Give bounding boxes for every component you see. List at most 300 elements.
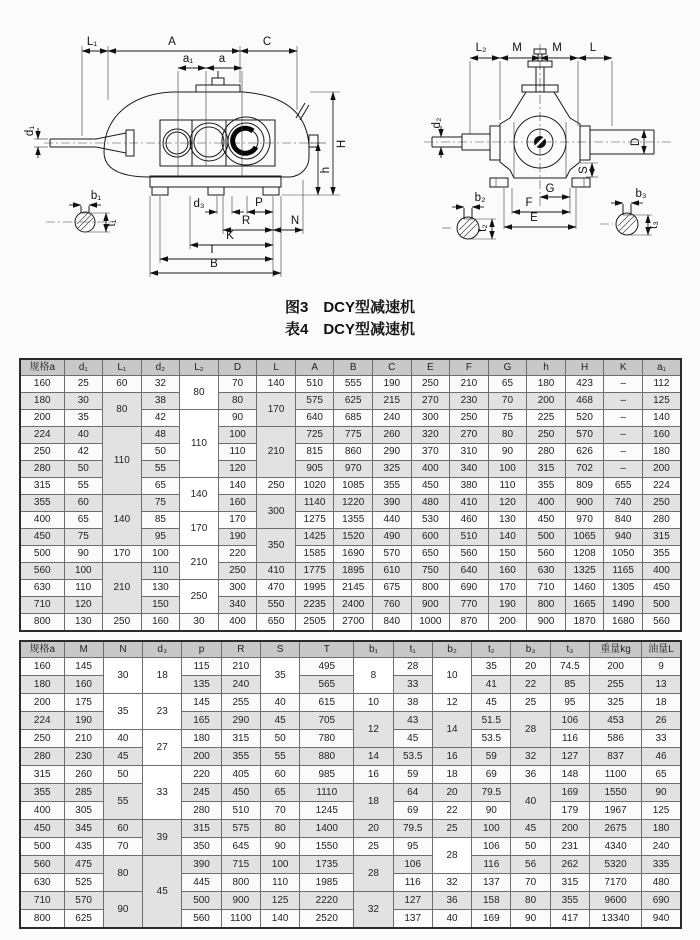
table-cell: 520 — [565, 410, 604, 427]
table-cell: 250 — [642, 495, 681, 512]
table-cell: 127 — [550, 748, 589, 766]
table-cell: 7170 — [590, 874, 642, 892]
table-cell: 160 — [64, 676, 103, 694]
table-cell: 140 — [488, 529, 527, 546]
table-cell: 985 — [300, 766, 354, 784]
table-cell: 40 — [432, 910, 471, 929]
table-cell: 715 — [221, 856, 260, 874]
dim-label-b2: b₂ — [474, 192, 486, 204]
column-header: d₃ — [143, 641, 182, 658]
table-cell: 2235 — [295, 597, 334, 614]
table-cell: 300 — [257, 495, 296, 529]
table-cell: 13340 — [590, 910, 642, 929]
table-cell: 25 — [511, 694, 550, 712]
table-cell: 800 — [20, 614, 64, 632]
table-cell: 32 — [354, 892, 393, 929]
table-cell: 2220 — [300, 892, 354, 910]
table-cell: 565 — [300, 676, 354, 694]
table-cell: 250 — [103, 614, 142, 632]
table-cell: 135 — [182, 676, 221, 694]
table-cell: 230 — [450, 393, 489, 410]
table-cell: 530 — [411, 512, 450, 529]
table-cell: 250 — [180, 580, 219, 614]
table-cell: 70 — [511, 874, 550, 892]
table-cell: 48 — [141, 427, 180, 444]
table-cell: 417 — [550, 910, 589, 929]
table-cell: 137 — [472, 874, 511, 892]
table-cell: 685 — [334, 410, 373, 427]
dim-label-L2: L₂ — [475, 42, 487, 54]
table-cell: 70 — [260, 802, 299, 820]
dim-label-a1: a₁ — [182, 53, 194, 65]
table-cell: 575 — [221, 820, 260, 838]
table-cell: 250 — [20, 444, 64, 461]
table-row — [20, 546, 681, 563]
table-cell: 315 — [20, 478, 64, 495]
table-cell: 1550 — [590, 784, 642, 802]
table-cell: 2700 — [334, 614, 373, 632]
table-cell: 100 — [141, 546, 180, 563]
table-cell: 1100 — [590, 766, 642, 784]
dim-label-A: A — [168, 36, 176, 48]
table-cell: 110 — [218, 444, 257, 461]
table-cell: 510 — [295, 376, 334, 393]
table-cell: 650 — [411, 546, 450, 563]
column-header: R — [221, 641, 260, 658]
table-cell: 626 — [565, 444, 604, 461]
table-cell: 75 — [64, 529, 103, 546]
table-cell: 32 — [141, 376, 180, 393]
table-cell: 500 — [527, 529, 566, 546]
table-cell: 40 — [103, 730, 142, 748]
table-cell: 1775 — [295, 563, 334, 580]
table-cell: 970 — [334, 461, 373, 478]
table-cell: 400 — [20, 802, 64, 820]
side-view-dimensions — [24, 36, 348, 277]
table-cell: 75 — [488, 410, 527, 427]
table-cell: 116 — [393, 874, 432, 892]
table-cell: 70 — [103, 838, 142, 856]
table-cell: 640 — [450, 563, 489, 580]
dim-label-t1: t₁ — [106, 219, 118, 227]
table-row — [20, 614, 681, 632]
table-cell: 18 — [642, 694, 681, 712]
table-cell: 1425 — [295, 529, 334, 546]
table-cell: 210 — [257, 427, 296, 478]
table-cell: 20 — [511, 658, 550, 676]
table-cell: 79.5 — [393, 820, 432, 838]
table-cell: 940 — [604, 529, 643, 546]
table-cell: 210 — [450, 376, 489, 393]
dim-label-t3: t₃ — [648, 221, 660, 229]
table-cell: 60 — [260, 766, 299, 784]
table-cell: 410 — [450, 495, 489, 512]
table-cell: 355 — [20, 784, 64, 802]
table-row — [20, 820, 681, 838]
table-cell: 350 — [182, 838, 221, 856]
table-cell: 165 — [182, 712, 221, 730]
table-cell: 160 — [20, 376, 64, 393]
table-cell: 1680 — [604, 614, 643, 632]
dim-label-h: h — [320, 166, 332, 174]
column-header: 规格a — [20, 641, 64, 658]
table-cell: 570 — [64, 892, 103, 910]
table-cell: 85 — [141, 512, 180, 529]
table-cell: 18 — [432, 766, 471, 784]
column-header: d₂ — [141, 359, 180, 376]
table-cell: 80 — [260, 820, 299, 838]
table-cell: 224 — [20, 427, 64, 444]
table-cell: 940 — [642, 910, 681, 929]
dim-label-T: T — [208, 244, 216, 256]
table-cell: 630 — [527, 563, 566, 580]
table-cell: 450 — [221, 784, 260, 802]
table-cell: 1100 — [221, 910, 260, 929]
table-cell: 39 — [143, 820, 182, 856]
table-cell: 468 — [565, 393, 604, 410]
table-cell: 315 — [221, 730, 260, 748]
table-row — [20, 892, 681, 910]
table-cell: 270 — [411, 393, 450, 410]
table-cell: 355 — [550, 892, 589, 910]
table-cell: 53.5 — [393, 748, 432, 766]
table-cell: 35 — [260, 658, 299, 694]
table-cell: 42 — [141, 410, 180, 427]
table-row — [20, 376, 681, 393]
table-cell: 38 — [141, 393, 180, 410]
column-header: L₁ — [103, 359, 142, 376]
table-cell: 740 — [604, 495, 643, 512]
table-cell: 40 — [64, 427, 103, 444]
table-cell: 45 — [260, 712, 299, 730]
table-cell: 127 — [393, 892, 432, 910]
table-cell: 200 — [488, 614, 527, 632]
table-cell: 28 — [511, 712, 550, 748]
table-cell: 65 — [141, 478, 180, 495]
table-cell: 231 — [550, 838, 589, 856]
column-header: C — [373, 359, 412, 376]
table-cell: – — [604, 376, 643, 393]
column-header: L — [257, 359, 296, 376]
table-cell: 770 — [450, 597, 489, 614]
table-cell: 35 — [472, 658, 511, 676]
table-cell: 1690 — [334, 546, 373, 563]
table-cell: 809 — [565, 478, 604, 495]
column-header: 规格a — [20, 359, 64, 376]
table-cell: 586 — [590, 730, 642, 748]
table-cell: 25 — [64, 376, 103, 393]
table-cell: 800 — [411, 580, 450, 597]
table-cell: 70 — [488, 393, 527, 410]
table-cell: 46 — [642, 748, 681, 766]
table-cell: 780 — [300, 730, 354, 748]
table-cell: 50 — [511, 838, 550, 856]
table-cell: 1020 — [295, 478, 334, 495]
table-header-row — [20, 359, 681, 376]
table-cell: 435 — [64, 838, 103, 856]
table-cell: 50 — [141, 444, 180, 461]
table-cell: 710 — [20, 597, 64, 614]
table-cell: 160 — [20, 658, 64, 676]
table-cell: 800 — [527, 597, 566, 614]
table-cell: 1165 — [604, 563, 643, 580]
table-cell: 260 — [64, 766, 103, 784]
dim-label-E: E — [530, 212, 538, 224]
table-cell: 555 — [334, 376, 373, 393]
table-cell: 345 — [64, 820, 103, 838]
dim-label-b3: b₃ — [635, 188, 647, 200]
table-cell: 480 — [642, 874, 681, 892]
table-cell: 23 — [143, 694, 182, 730]
table-cell: 410 — [257, 563, 296, 580]
table-cell: 815 — [295, 444, 334, 461]
column-header: b₂ — [432, 641, 471, 658]
table-cell: 140 — [642, 410, 681, 427]
table-cell: 12 — [432, 694, 471, 712]
table-cell: 27 — [143, 730, 182, 766]
dim-label-d3: d₃ — [193, 198, 205, 210]
table-cell: 900 — [411, 597, 450, 614]
table-cell: 280 — [20, 461, 64, 478]
table-cell: 60 — [103, 376, 142, 393]
dim-label-P: P — [255, 197, 263, 209]
table-cell: 325 — [590, 694, 642, 712]
table-cell: 800 — [20, 910, 64, 929]
table-cell: 250 — [218, 563, 257, 580]
shaft-section-b2-t2 — [442, 192, 496, 239]
table-cell: 12 — [354, 712, 393, 748]
table-cell: 525 — [64, 874, 103, 892]
table-cell: 200 — [182, 748, 221, 766]
table-cell: 16 — [432, 748, 471, 766]
table-cell: 65 — [260, 784, 299, 802]
table-cell: 900 — [221, 892, 260, 910]
table-cell: 200 — [20, 410, 64, 427]
table-cell: 8 — [354, 658, 393, 694]
column-header: 重量kg — [590, 641, 642, 658]
table-cell: 95 — [393, 838, 432, 856]
dcy-dimensions-table-2 — [19, 640, 682, 929]
table-cell: 340 — [450, 461, 489, 478]
dim-label-b1: b₁ — [90, 190, 102, 202]
table-cell: 80 — [488, 427, 527, 444]
table-cell: 570 — [565, 427, 604, 444]
table-cell: 106 — [472, 838, 511, 856]
figure-drawings — [0, 0, 700, 295]
table-cell: 28 — [393, 658, 432, 676]
table-row — [20, 784, 681, 802]
table-cell: 200 — [20, 694, 64, 712]
table-cell: 55 — [260, 748, 299, 766]
table-cell: 1460 — [565, 580, 604, 597]
column-header: T — [300, 641, 354, 658]
table-cell: 100 — [472, 820, 511, 838]
table-cell: 115 — [182, 658, 221, 676]
table-cell: 74.5 — [550, 658, 589, 676]
table-cell: – — [604, 461, 643, 478]
table-cell: 220 — [218, 546, 257, 563]
table-cell: 1520 — [334, 529, 373, 546]
table-cell: 130 — [141, 580, 180, 597]
table-cell: 90 — [642, 784, 681, 802]
table-cell: 450 — [527, 512, 566, 529]
table-cell: 445 — [182, 874, 221, 892]
table-cell: 315 — [527, 461, 566, 478]
side-view-drawing — [44, 71, 320, 195]
table-cell: 160 — [218, 495, 257, 512]
table-cell: 470 — [257, 580, 296, 597]
table-cell: 500 — [20, 838, 64, 856]
table-cell: 200 — [642, 461, 681, 478]
table-cell: 180 — [642, 820, 681, 838]
table-cell: 79.5 — [472, 784, 511, 802]
table-cell: 190 — [64, 712, 103, 730]
table-cell: 45 — [143, 856, 182, 929]
table-cell: 630 — [20, 580, 64, 597]
table-cell: 1550 — [300, 838, 354, 856]
end-view-drawing — [424, 42, 672, 206]
table-cell: 22 — [511, 676, 550, 694]
column-header: G — [488, 359, 527, 376]
table-cell: 270 — [450, 427, 489, 444]
table-cell: 14 — [432, 712, 471, 748]
dim-label-B: B — [210, 258, 218, 270]
table-cell: 560 — [20, 856, 64, 874]
table-cell: 180 — [527, 376, 566, 393]
table-cell: – — [604, 444, 643, 461]
table-cell: 110 — [64, 580, 103, 597]
dim-label-d2: d₂ — [431, 117, 443, 129]
table-cell: 355 — [642, 546, 681, 563]
table-cell: 1870 — [565, 614, 604, 632]
table-cell: 22 — [432, 802, 471, 820]
table-cell: 180 — [642, 444, 681, 461]
table-cell: 400 — [20, 512, 64, 529]
table-cell: 190 — [488, 597, 527, 614]
table-cell: 510 — [450, 529, 489, 546]
table-cell: 90 — [103, 892, 142, 929]
table-cell: 315 — [642, 529, 681, 546]
column-header: t₁ — [393, 641, 432, 658]
table-cell: 18 — [143, 658, 182, 694]
table-cell: 100 — [260, 856, 299, 874]
dim-label-M1: M — [512, 42, 522, 54]
table-cell: 340 — [218, 597, 257, 614]
table-cell: 475 — [64, 856, 103, 874]
table-cell: 490 — [373, 529, 412, 546]
table-cell: 175 — [64, 694, 103, 712]
table-row — [20, 658, 681, 676]
table-cell: 690 — [450, 580, 489, 597]
table-cell: 655 — [604, 478, 643, 495]
table-cell: 32 — [511, 748, 550, 766]
table-cell: 116 — [550, 730, 589, 748]
table-row — [20, 838, 681, 856]
table-cell: 710 — [20, 892, 64, 910]
table-cell: 240 — [373, 410, 412, 427]
table-cell: 255 — [221, 694, 260, 712]
table-cell: 60 — [103, 820, 142, 838]
table-cell: 150 — [488, 546, 527, 563]
table-cell: 840 — [604, 512, 643, 529]
table-cell: 18 — [354, 784, 393, 820]
table-cell: 230 — [64, 748, 103, 766]
table-cell: 90 — [488, 444, 527, 461]
table-cell: 450 — [411, 478, 450, 495]
table-cell: 30 — [64, 393, 103, 410]
table-cell: 80 — [180, 376, 219, 410]
table-cell: 5320 — [590, 856, 642, 874]
table-cell: 500 — [182, 892, 221, 910]
table-cell: 280 — [642, 512, 681, 529]
table-cell: 495 — [300, 658, 354, 676]
table-cell: 370 — [411, 444, 450, 461]
dim-label-F: F — [525, 197, 533, 209]
table-cell: 650 — [257, 614, 296, 632]
table-cell: 315 — [20, 766, 64, 784]
table-cell: 180 — [20, 676, 64, 694]
table-cell: 560 — [450, 546, 489, 563]
table-cell: 170 — [257, 393, 296, 427]
table-cell: 285 — [64, 784, 103, 802]
table-row — [20, 495, 681, 512]
table-cell: 335 — [642, 856, 681, 874]
table-cell: 220 — [182, 766, 221, 784]
table-cell: 110 — [141, 563, 180, 580]
table-cell: 125 — [642, 802, 681, 820]
dim-label-L1: L₁ — [86, 36, 98, 48]
figure-caption: 图3 DCY型减速机 — [284, 299, 415, 316]
table-cell: 35 — [103, 694, 142, 730]
table-cell: 160 — [642, 427, 681, 444]
table-cell: 30 — [180, 614, 219, 632]
table-cell: 290 — [221, 712, 260, 730]
table-cell: 210 — [180, 546, 219, 580]
dim-label-a: a — [218, 53, 226, 65]
table-cell: 120 — [488, 495, 527, 512]
table-cell: 50 — [103, 766, 142, 784]
table-cell: 300 — [411, 410, 450, 427]
table-row — [20, 393, 681, 410]
table-cell: 40 — [511, 784, 550, 820]
table-cell: 1355 — [334, 512, 373, 529]
table-cell: 64 — [393, 784, 432, 802]
table-cell: 145 — [64, 658, 103, 676]
table-cell: 90 — [260, 838, 299, 856]
table-cell: 710 — [527, 580, 566, 597]
table-cell: 56 — [511, 856, 550, 874]
table-cell: 40 — [260, 694, 299, 712]
table-cell: 4340 — [590, 838, 642, 856]
table-cell: 110 — [180, 410, 219, 478]
table-cell: 179 — [550, 802, 589, 820]
table-cell: 70 — [218, 376, 257, 393]
table-cell: 1585 — [295, 546, 334, 563]
dim-label-M2: M — [552, 42, 562, 54]
table-cell: 42 — [64, 444, 103, 461]
table-cell: 38 — [393, 694, 432, 712]
dim-label-K: K — [226, 230, 234, 242]
table-cell: 300 — [218, 580, 257, 597]
column-header: F — [450, 359, 489, 376]
table-cell: 200 — [527, 393, 566, 410]
table-cell: 1245 — [300, 802, 354, 820]
table-cell: 55 — [64, 478, 103, 495]
table-cell: 500 — [642, 597, 681, 614]
table-row — [20, 563, 681, 580]
column-header: b₁ — [354, 641, 393, 658]
table-cell: 106 — [393, 856, 432, 874]
